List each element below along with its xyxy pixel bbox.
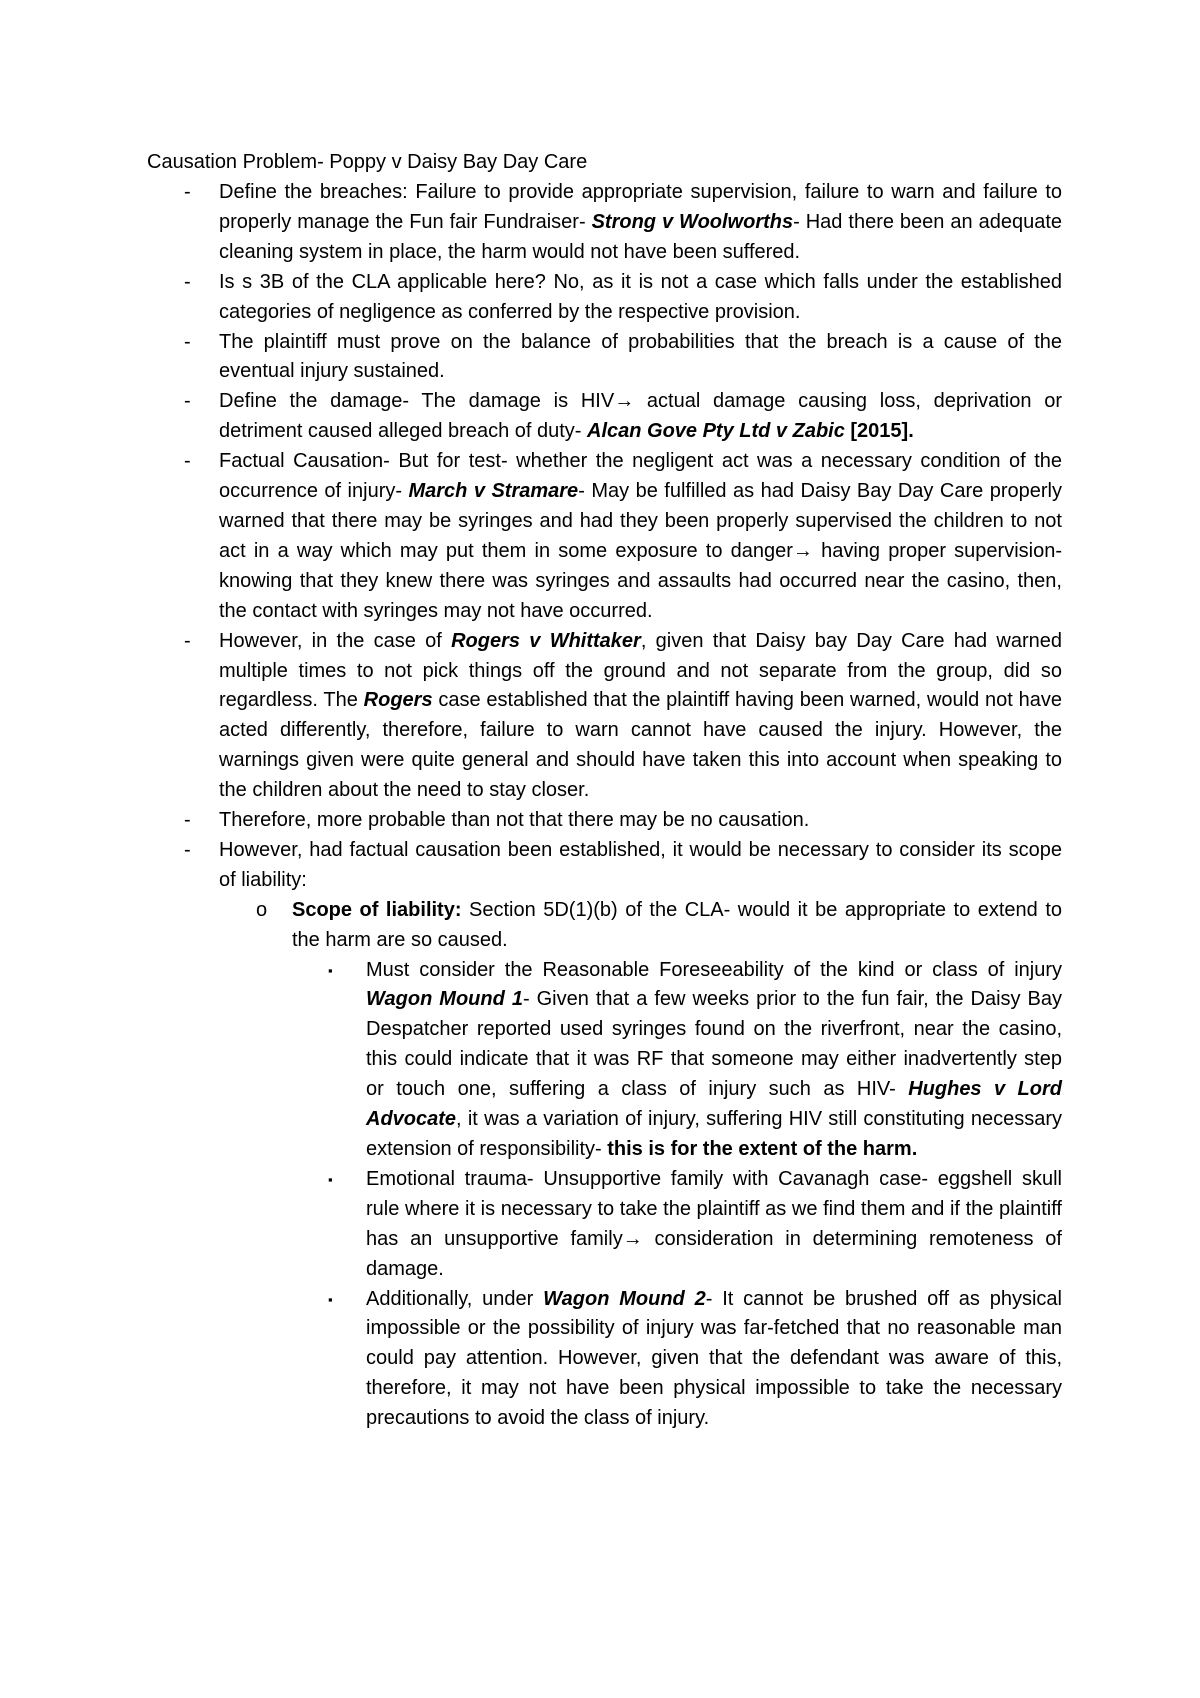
case-citation: Hughes v Lord Advocate — [366, 1078, 1062, 1131]
sub-list — [256, 896, 1063, 1434]
case-citation: Alcan Gove Pty Ltd v Zabic — [587, 420, 845, 443]
list-item-foreseeability — [328, 956, 1062, 1165]
dash-bullet-icon: - — [184, 390, 191, 413]
text: , given that Daisy bay Day Care had warned multiple times to not pick things off the ground and not separate from the group, did so regardless. The — [219, 629, 1063, 712]
text: - May be fulfilled as had Daisy Bay Day Care properly warned that there may be syringes and had they been properly supervised the children to not act in a way which may put them in some exposure to danger — [219, 480, 1062, 562]
text: Factual Causation- But for test- whether the negligent act was a necessary condition of the occurrence of injury- — [219, 450, 1062, 503]
case-citation: Rogers — [363, 689, 433, 712]
list-item-s3b — [184, 268, 1062, 328]
case-year: [2015] — [844, 420, 909, 443]
square-bullet-icon: ▪ — [328, 1171, 333, 1187]
text: The plaintiff must prove on the balance of probabilities that the breach is a cause of the eventual injury sustained. — [219, 330, 1062, 383]
dash-bullet-icon: - — [184, 450, 191, 473]
square-bullet-icon: ▪ — [328, 962, 333, 978]
dash-bullet-icon: - — [184, 629, 191, 652]
text: - It cannot be brushed off as physical impossible or the possibility of injury was far-fetched that no reasonable man could pay attention. However, given that the defendant was aware of this, therefore, it may not have been physical impossible to take the necessary precautions to avoid the class of injury. — [366, 1287, 1063, 1430]
sub-sub-list — [328, 956, 1063, 1435]
text: having proper supervision- knowing that they knew there was syringes and assaults had occurred near the casino, then, the contact with syringes may not have occurred. — [219, 539, 1062, 622]
list-item-scope-intro — [184, 836, 1062, 896]
list-item-no-causation — [184, 806, 1062, 836]
text: Additionally, under — [366, 1287, 544, 1310]
dash-bullet-icon: - — [184, 181, 191, 203]
text: Is s 3B of the CLA applicable here? No, as it is not a case which falls under the established categories of negligence as conferred by the respective provision. — [219, 270, 1062, 323]
square-bullet-icon: ▪ — [328, 1291, 333, 1307]
text: Define the breaches: Failure to provide appropriate supervision, failure to warn and failure to properly manage the Fun fair Fundraiser- — [219, 181, 1062, 233]
text: actual damage causing loss, deprivation or detriment caused alleged breach of duty- — [219, 390, 1062, 443]
text: Therefore, more probable than not that there may be no causation. — [219, 809, 810, 832]
document-title: Causation Problem- Poppy v Daisy Bay Day Care — [147, 151, 588, 173]
list-item-factual-causation — [184, 447, 1062, 626]
text: Define the damage- The damage is HIV — [219, 390, 615, 413]
text: consideration in determining remoteness of damage. — [366, 1227, 1062, 1280]
case-citation: March v Stramare — [408, 480, 579, 503]
dash-bullet-icon: - — [184, 838, 191, 861]
arrow-right-icon: → — [792, 539, 813, 562]
scope-label: Scope of liability: — [292, 898, 462, 921]
dash-bullet-icon: - — [184, 809, 191, 832]
arrow-right-icon: → — [614, 390, 635, 413]
dash-bullet-icon: - — [184, 270, 191, 293]
circle-bullet-icon: o — [256, 898, 268, 921]
case-citation: Wagon Mound 2 — [543, 1287, 706, 1310]
list-item-rogers — [184, 627, 1063, 806]
case-citation: Wagon Mound 1 — [366, 988, 523, 1011]
list-item-scope-of-liability — [256, 896, 1063, 956]
main-bullet-list — [184, 178, 1063, 1434]
arrow-right-icon: → — [622, 1227, 643, 1250]
list-item-balance-of-probabilities — [184, 328, 1062, 388]
bold-text: this is for the extent of the harm. — [607, 1138, 918, 1160]
case-citation: Rogers v Whittaker — [451, 629, 641, 652]
list-item-emotional-trauma — [328, 1165, 1062, 1285]
list-item-breaches — [184, 178, 1063, 268]
list-item-damage — [184, 387, 1062, 447]
text: . — [908, 420, 914, 443]
list-item-wagon-mound-2 — [328, 1285, 1063, 1435]
text: case established that the plaintiff having been warned, would not have acted differently, therefore, failure to warn cannot have caused the injury. However, the warnings given were quite general and should have taken this into account when speaking to the children about the need to stay closer. — [219, 689, 1063, 802]
text: , it was a variation of injury, suffering HIV still constituting necessary extension of responsibility- — [366, 1108, 1062, 1160]
dash-bullet-icon: - — [184, 330, 191, 353]
text: Must consider the Reasonable Foreseeability of the kind or class of injury — [366, 958, 1062, 981]
text: - Given that a few weeks prior to the fun fair, the Daisy Bay Despatcher reported used syringes found on the riverfront, near the casino, this could indicate that it was RF that someone may either inadvertently step or touch one, suffering a class of injury such as HIV- — [366, 988, 1062, 1101]
text: Emotional trauma- Unsupportive family with Cavanagh case- eggshell skull rule where it is necessary to take the plaintiff as we find them and if the plaintiff has an unsupportive family — [366, 1167, 1062, 1250]
text: - Had there been an adequate cleaning system in place, the harm would not have been suffered. — [219, 210, 1063, 263]
case-citation: Strong v Woolworths — [591, 210, 794, 233]
text: Section 5D(1)(b) of the CLA- would it be appropriate to extend to the harm are so caused. — [292, 898, 1063, 951]
text: However, had factual causation been established, it would be necessary to consider its scope of liability: — [219, 838, 1062, 891]
text: However, in the case of — [219, 629, 452, 652]
